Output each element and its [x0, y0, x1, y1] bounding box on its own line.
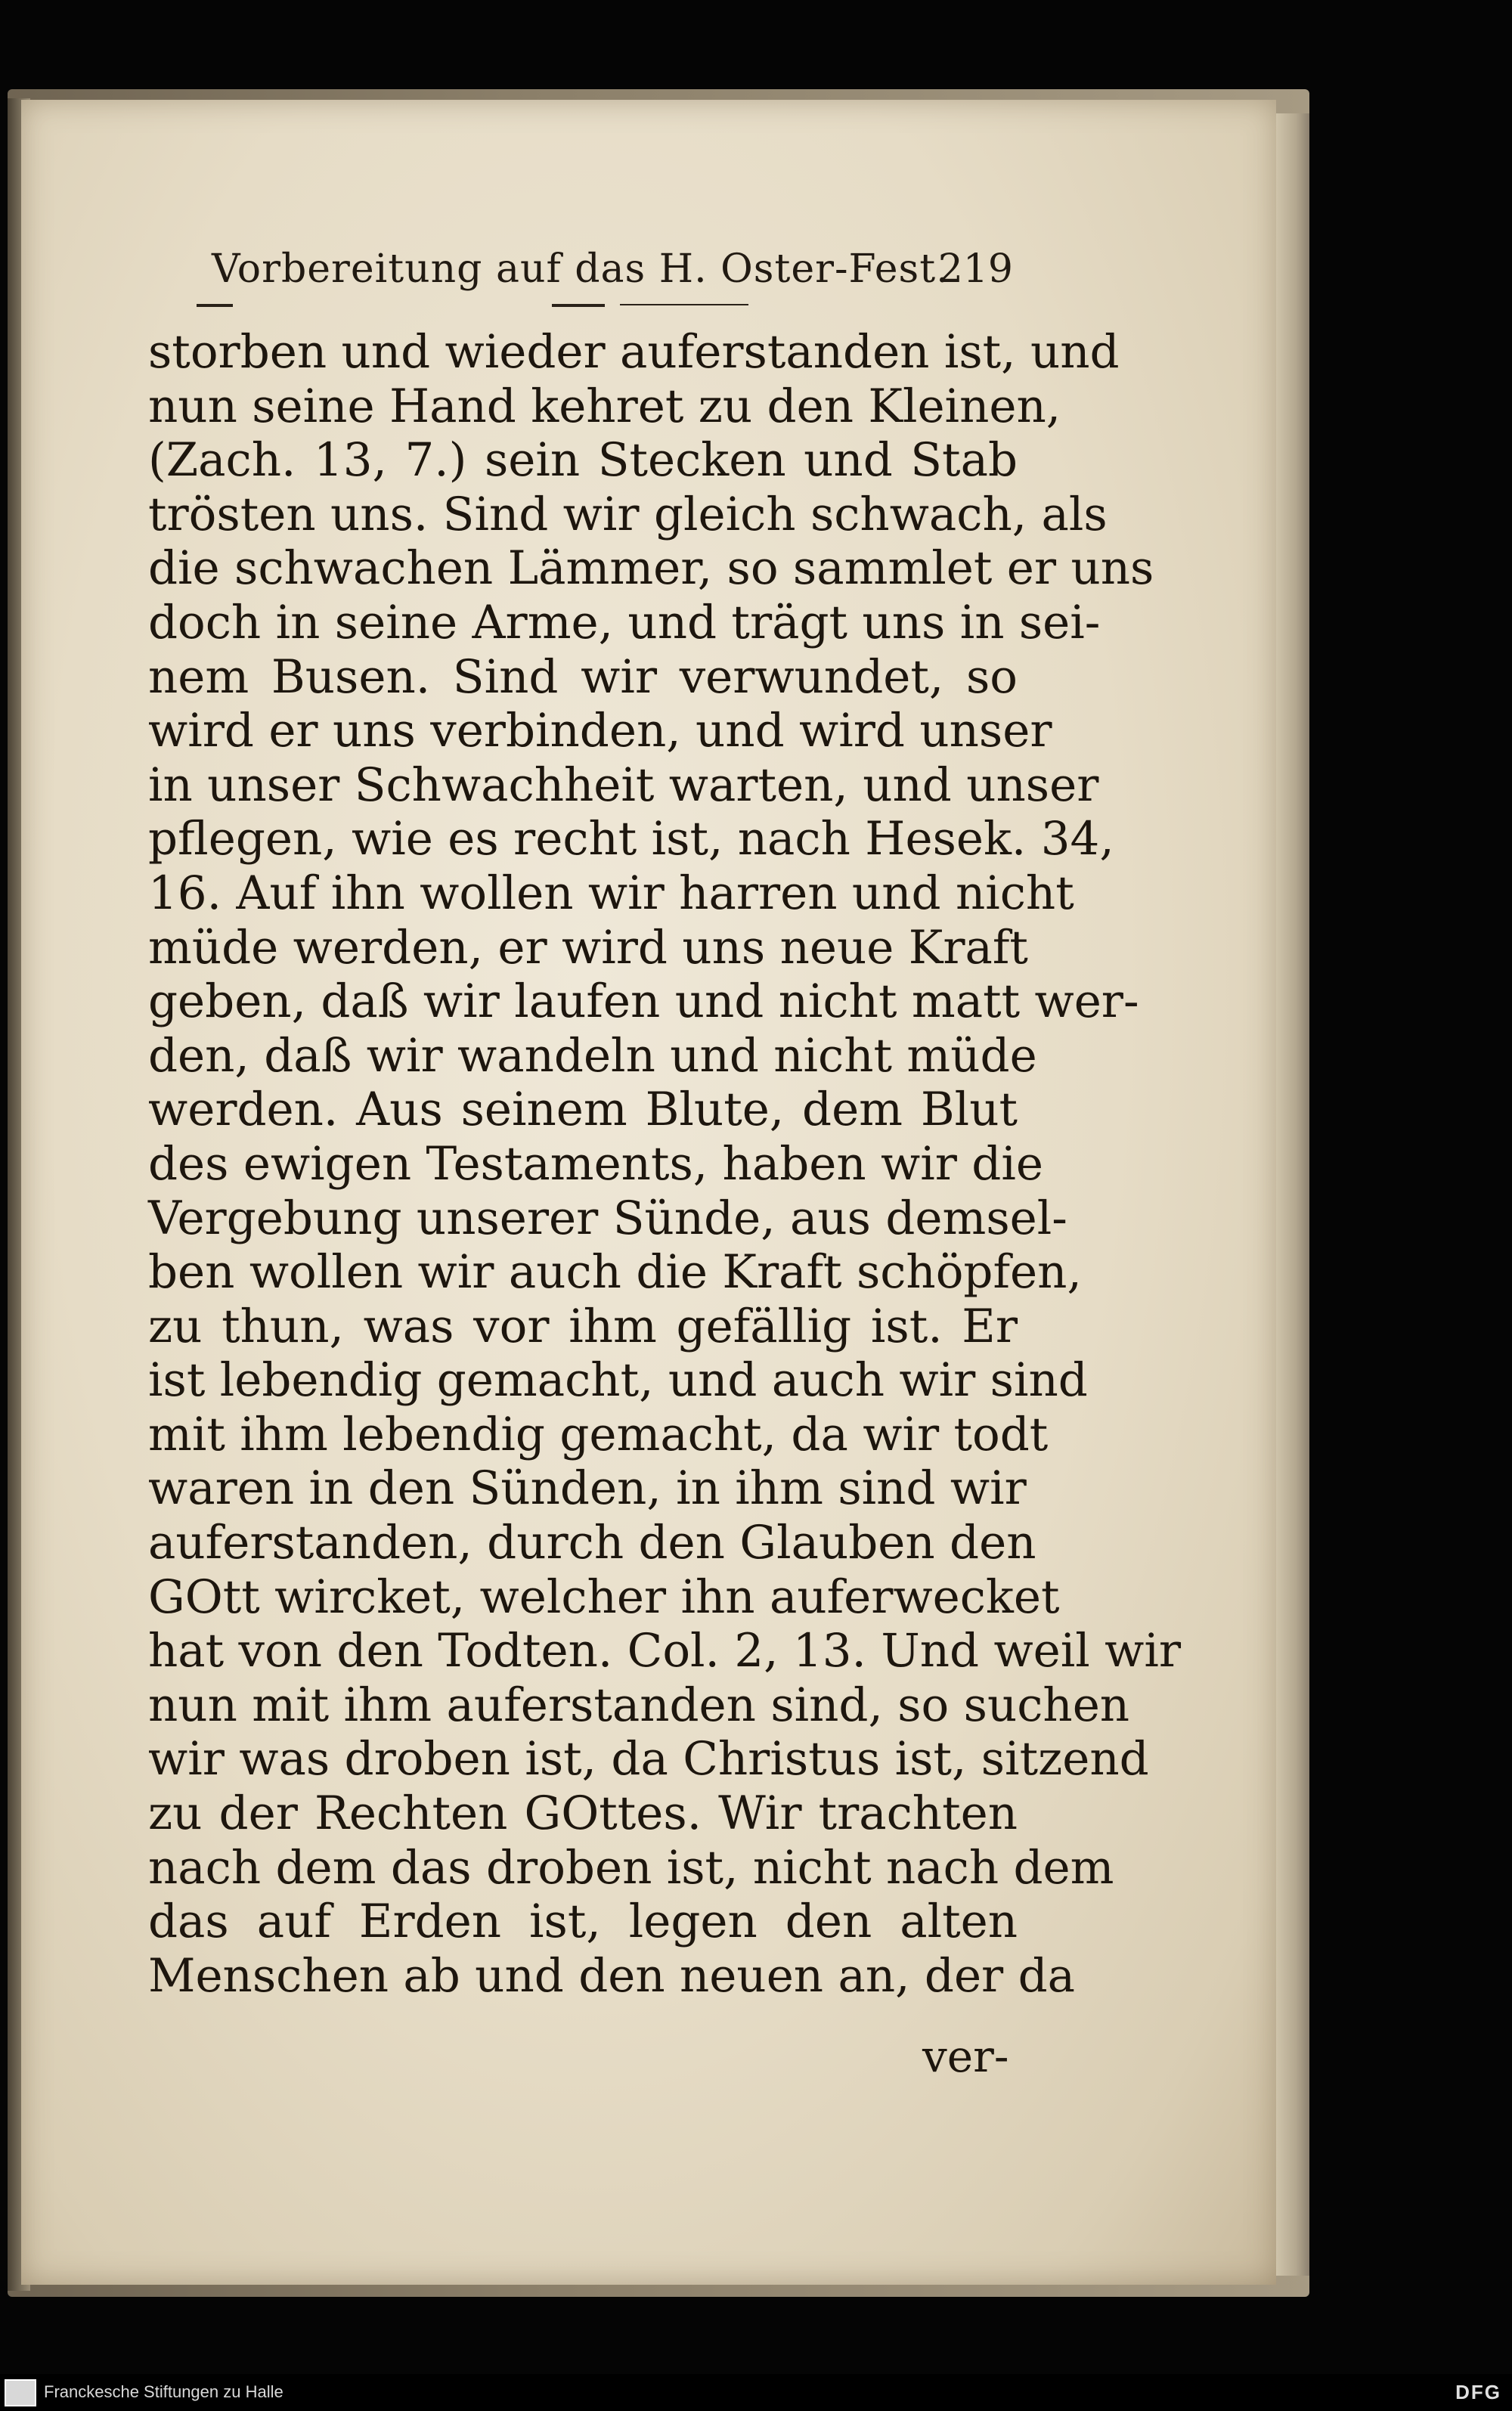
text-line: Vergebung unserer Sünde, aus demsel- [148, 1191, 1067, 1245]
text-line: nun mit ihm auferstanden sind, so suchen [148, 1678, 1130, 1732]
text-line: mit ihm lebendig gemacht, da wir todt [148, 1407, 1049, 1461]
text-line: pflegen, wie es recht ist, nach Hesek. 34, [148, 812, 1114, 866]
text-line: den, daß wir wandeln und nicht müde [148, 1028, 1037, 1083]
catchword: ver- [922, 2031, 1009, 2082]
text-line: in unser Schwachheit warten, und unser [148, 758, 1099, 812]
institution-logo-icon [5, 2379, 36, 2406]
page-stack-edge [1276, 113, 1309, 2276]
header-rule [197, 304, 998, 307]
text-line: Menschen ab und den neuen an, der da [148, 1948, 1076, 2003]
text-line: auferstanden, durch den Glauben den [148, 1516, 1036, 1570]
page-number: 219 [937, 246, 1013, 292]
text-line: doch in seine Arme, und trägt uns in sei- [148, 595, 1101, 649]
text-line: nach dem das droben ist, nicht nach dem [148, 1840, 1114, 1895]
text-line: (Zach. 13, 7.) sein Stecken und Stab [148, 433, 1018, 488]
text-line: nem Busen. Sind wir verwundet, so [148, 649, 1018, 704]
text-line: 16. Auf ihn wollen wir harren und nicht [148, 866, 1074, 920]
text-line: hat von den Todten. Col. 2, 13. Und weil wir [148, 1624, 1182, 1678]
text-line: werden. Aus seinem Blute, dem Blut [148, 1083, 1018, 1137]
text-line: das auf Erden ist, legen den alten [148, 1895, 1018, 1949]
text-line: nun seine Hand kehret zu den Kleinen, [148, 379, 1061, 433]
text-line: zu thun, was vor ihm gefällig ist. Er [148, 1299, 1018, 1353]
text-line: die schwachen Lämmer, so sammlet er uns [148, 541, 1154, 596]
text-line: waren in den Sünden, in ihm sind wir [148, 1461, 1027, 1516]
text-line: trösten uns. Sind wir gleich schwach, als [148, 487, 1108, 541]
funder-mark: DFG [1455, 2381, 1501, 2403]
text-line: geben, daß wir laufen und nicht matt wer- [148, 975, 1139, 1029]
text-line: ist lebendig gemacht, und auch wir sind [148, 1353, 1088, 1408]
text-line: wird er uns verbinden, und wird unser [148, 704, 1052, 758]
text-line: GOtt wircket, welcher ihn auferwecket [148, 1570, 1060, 1624]
running-head [212, 240, 1013, 301]
text-line: wir was droben ist, da Christus ist, sitzend [148, 1732, 1149, 1787]
text-line: zu der Rechten GOttes. Wir trachten [148, 1787, 1018, 1841]
text-line: des ewigen Testaments, haben wir die [148, 1136, 1043, 1191]
text-line: müde werden, er wird uns neue Kraft [148, 920, 1028, 975]
footer-bar [0, 2374, 1512, 2411]
running-title: Vorbereitung auf das H. Oster-Fest. [212, 246, 950, 292]
text-line: storben und wieder auferstanden ist, und [148, 325, 1120, 379]
institution-credit: Franckesche Stiftungen zu Halle [44, 2382, 284, 2401]
text-line: ben wollen wir auch die Kraft schöpfen, [148, 1245, 1082, 1300]
body-text [148, 325, 1182, 2003]
